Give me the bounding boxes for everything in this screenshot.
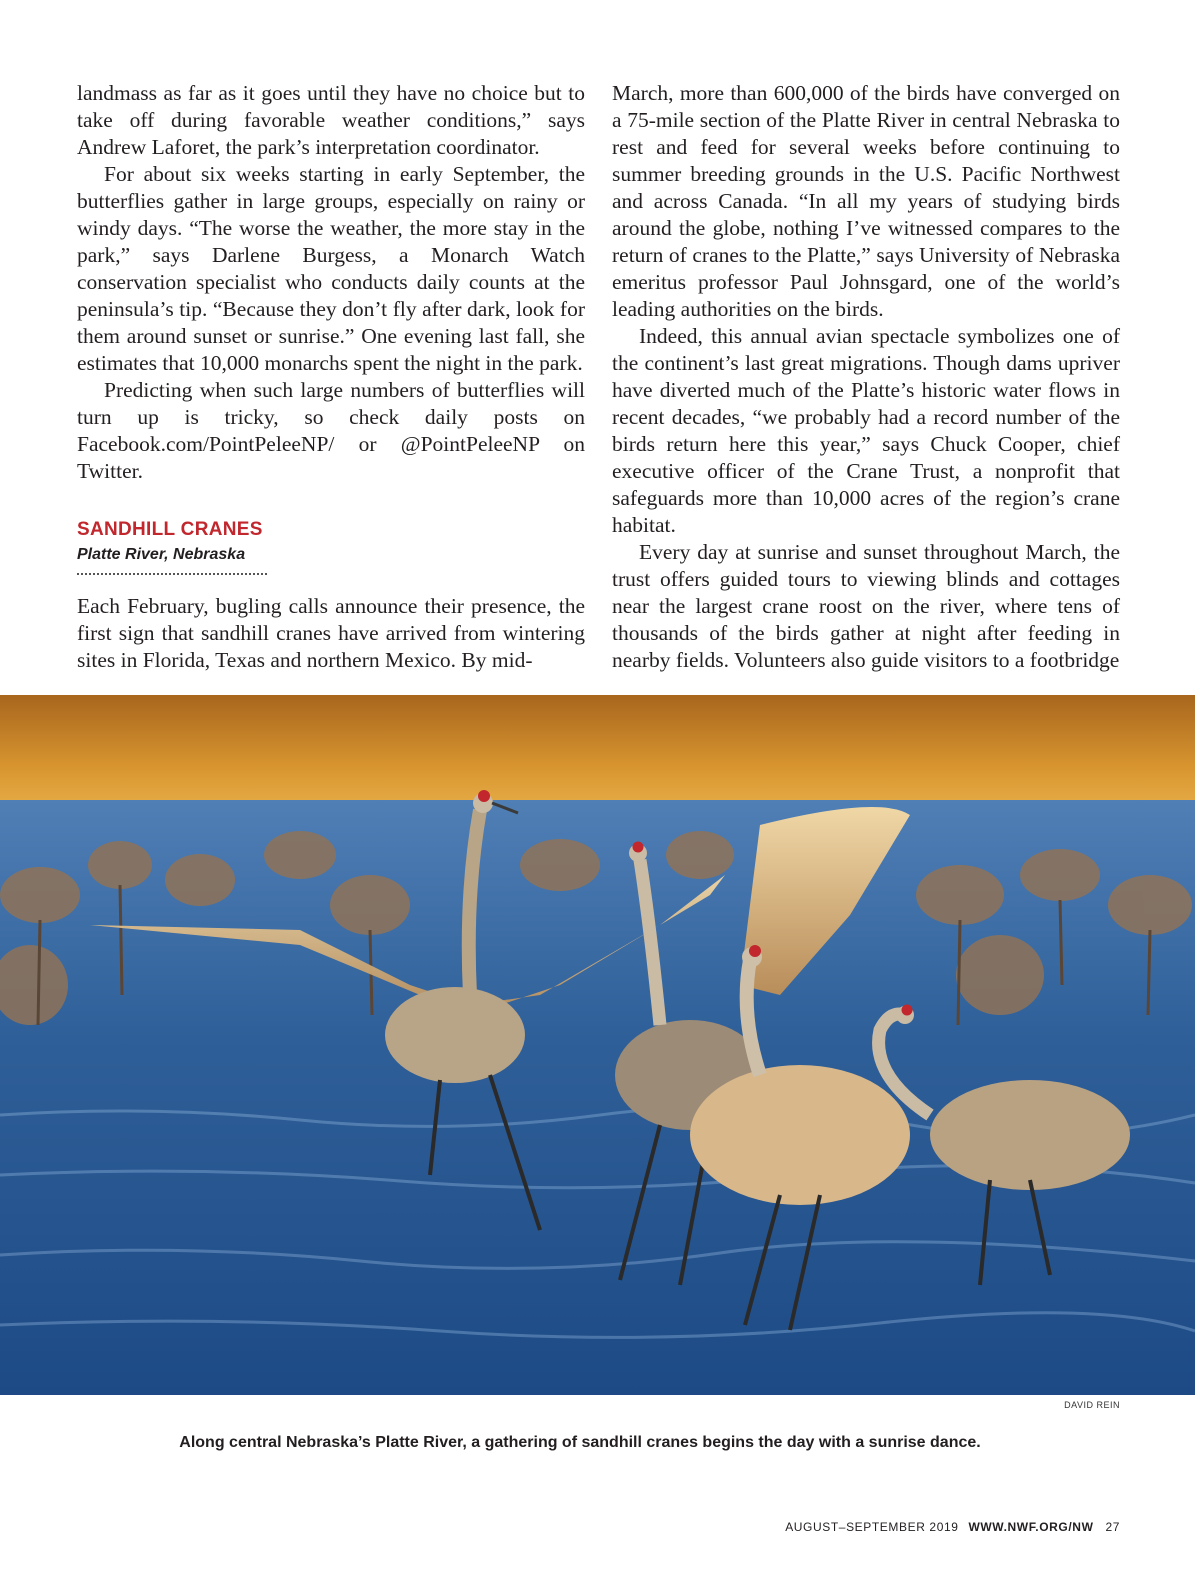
section-header xyxy=(77,517,585,575)
left-paragraph-3: Predicting when such large numbers of butterflies will turn up is tricky, so check daily posts on Facebook.com/PointPeleeNP/ or @PointPeleeNP on Twitter. xyxy=(77,378,585,483)
left-column xyxy=(77,80,585,674)
right-column xyxy=(612,80,1120,674)
photo-caption: Along central Nebraska’s Platte River, a gathering of sandhill cranes begins the day with a sunrise dance. xyxy=(179,1434,981,1451)
section-subtitle: Platte River, Nebraska xyxy=(77,546,246,563)
page-number: 27 xyxy=(1105,1520,1120,1534)
right-paragraph-2: Indeed, this annual avian spectacle symbolizes one of the continent’s last great migrations. Though dams upriver have diverted much of the Platte’s historic water flows in recent decades, “we probably had a record number of the birds return here this year,” says Chuck Cooper, chief executive officer of the Crane Trust, a nonprofit that safeguards more than 10,000 acres of the region’s crane habitat. xyxy=(612,324,1120,537)
left-paragraph-2: For about six weeks starting in early September, the butterflies gather in large groups, especially on rainy or windy days. “The worse the weather, the more stay in the park,” says Darlene Burgess, a Monarch Watch conservation specialist who conducts daily counts at the peninsula’s tip. “Because they don’t fly after dark, look for them around sunset or sunrise.” One evening last fall, she estimates that 10,000 monarchs spent the night in the park. xyxy=(77,162,585,375)
right-paragraph-1: March, more than 600,000 of the birds have converged on a 75-mile section of the Platte River in central Nebraska to rest and feed for several weeks before continuing to summer breeding grounds in the U.S. Pacific Northwest and across Canada. “In all my years of studying birds around the globe, nothing I’ve witnessed compares to the return of cranes to the Platte,” says University of Nebraska emeritus professor Paul Johnsgard, one of the world’s leading authorities on the birds. xyxy=(612,81,1120,321)
right-paragraph-3: Every day at sunrise and sunset throughout March, the trust offers guided tours to viewing blinds and cottages near the largest crane roost on the river, where tens of thousands of the birds gather at night after feeding in nearby fields. Volunteers also guide visitors to a footbridge xyxy=(612,540,1120,672)
left-paragraph-1: landmass as far as it goes until they have no choice but to take off during favorable weather conditions,” says Andrew Laforet, the park’s interpretation coordinator. xyxy=(77,81,585,159)
crane-photo xyxy=(0,695,1195,1395)
dotted-divider xyxy=(77,573,267,575)
issue-date: AUGUST–SEPTEMBER 2019 xyxy=(785,1520,959,1534)
photo-credit: DAVID REIN xyxy=(1064,1400,1120,1410)
page-footer xyxy=(785,1520,1120,1534)
website-url: WWW.NWF.ORG/NW xyxy=(968,1520,1094,1534)
section-title: SANDHILL CRANES xyxy=(77,519,263,540)
left-paragraph-4: Each February, bugling calls announce their presence, the first sign that sandhill cranes have arrived from wintering sites in Florida, Texas and northern Mexico. By mid- xyxy=(77,594,585,672)
crane-photo-illustration xyxy=(0,695,1195,1395)
